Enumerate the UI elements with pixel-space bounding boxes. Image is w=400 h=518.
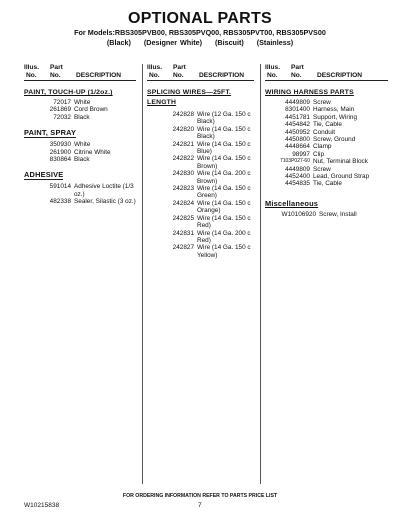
parts-column-1 [24, 64, 136, 484]
part-description: Screw, Install [319, 210, 357, 218]
part-description: Screw [313, 165, 331, 173]
part-number: 242822 [172, 155, 194, 163]
part-number: 242830 [172, 170, 194, 178]
list-item [265, 114, 388, 121]
list-item [265, 158, 388, 165]
page-title: OPTIONAL PARTS [127, 10, 273, 27]
model-variants [0, 38, 400, 47]
part-number: 242828 [172, 111, 194, 118]
model-list: For Models:RBS305PVB00, RBS305PVQ00, RBS305PVT00, RBS305PVS00 [74, 28, 326, 37]
header-description: DESCRIPTION [199, 72, 245, 79]
list-item [265, 136, 388, 143]
misc-list [265, 211, 388, 218]
part-number: 4450800 [285, 136, 310, 144]
header-part-no: No. [291, 72, 302, 79]
part-number: 242821 [172, 140, 194, 148]
header-part-no: No. [173, 72, 184, 79]
list-item [265, 180, 388, 187]
list-item [147, 215, 254, 230]
variant-black: (Black) [106, 38, 131, 47]
parts-column-3 [260, 64, 388, 484]
part-number: 830864 [49, 156, 71, 164]
part-description: Clip [313, 150, 325, 158]
part-description: Wire (14 Ga. 150 c Blue) [197, 140, 251, 156]
splicing-wire-list [147, 111, 254, 259]
part-number: 4449809 [285, 165, 310, 173]
variant-biscuit: (Biscuit) [214, 38, 244, 47]
part-number: 72017 [53, 99, 71, 106]
list-item [265, 211, 388, 218]
list-item [24, 99, 136, 106]
part-number: 482338 [49, 198, 71, 206]
ordering-note: FOR ORDERING INFORMATION REFER TO PARTS PRICE LIST [122, 493, 278, 499]
part-number: 591014 [49, 183, 71, 191]
header-part: Part [173, 64, 186, 71]
list-item [24, 156, 136, 163]
header-part: Part [50, 64, 63, 71]
part-description: Wire (14 Ga. 150 c Brown) [197, 155, 251, 170]
list-item [24, 141, 136, 148]
part-description: Harness, Main [313, 106, 355, 114]
list-item [265, 143, 388, 150]
part-description: Tie, Cable [313, 180, 342, 188]
header-description: DESCRIPTION [317, 72, 363, 79]
part-description: Wire (14 Ga. 200 c Red) [197, 229, 251, 244]
list-item [24, 149, 136, 156]
list-item [147, 185, 254, 200]
part-number: 4448664 [285, 143, 310, 151]
part-description: Wire (14 Ga. 150 c Red) [197, 214, 251, 230]
part-description: Wire (14 Ga. 150 c Black) [197, 125, 251, 141]
part-description: Wire (14 Ga. 200 c Brown) [197, 170, 251, 185]
variant-designer-white: (Designer White) [143, 38, 202, 47]
part-description: Adhesive Loctite (1/3 oz.) [74, 183, 134, 198]
part-number: 261900 [49, 148, 71, 156]
list-item [147, 141, 254, 156]
part-number: 242820 [172, 125, 194, 133]
column-header [147, 64, 254, 81]
list-item [24, 106, 136, 113]
part-number: 4454842 [285, 121, 310, 129]
list-item [265, 121, 388, 128]
header-part: Part [291, 64, 304, 71]
part-description: Cord Brown [74, 106, 108, 114]
part-number: 4450952 [285, 128, 310, 136]
header-description: DESCRIPTION [76, 72, 122, 79]
part-description: Wire (12 Ga. 150 c Black) [197, 111, 251, 126]
header-illus: Illus. [24, 64, 40, 71]
part-number: W10106920 [281, 210, 316, 218]
list-item [147, 126, 254, 141]
part-number: 4452400 [285, 173, 310, 181]
column-header [265, 64, 388, 81]
header-illus-no: No. [149, 72, 160, 79]
list-item [265, 129, 388, 136]
part-description: Wire (14 Ga. 150 c Green) [197, 185, 251, 200]
header-illus-no: No. [26, 72, 37, 79]
part-number: 242824 [172, 199, 194, 207]
section-title: Miscellaneous [265, 198, 319, 208]
list-item [265, 151, 388, 158]
part-number: 350930 [49, 141, 71, 149]
part-number: 4454835 [285, 180, 310, 188]
part-description: Conduit [313, 128, 336, 136]
part-description: Support, Wiring [313, 113, 358, 121]
section-title: PAINT, SPRAY [24, 128, 77, 138]
part-description: Clamp [313, 143, 332, 151]
part-number: 242823 [172, 185, 194, 193]
list-item [147, 155, 254, 170]
part-number: 261869 [49, 106, 71, 114]
part-description: Lead, Ground Strap [313, 173, 370, 181]
part-description: Wire (14 Ga. 150 c Orange) [197, 199, 251, 215]
list-item [265, 173, 388, 180]
section-title: WIRING HARNESS PARTS [265, 89, 354, 96]
section-title: LENGTH [147, 99, 177, 106]
part-number: 98997 [292, 150, 310, 158]
list-item [147, 244, 254, 259]
section-title: ADHESIVE [24, 170, 64, 180]
variant-stainless: (Stainless) [256, 38, 294, 47]
list-item [24, 198, 136, 205]
list-item [147, 111, 254, 126]
part-number: 242827 [172, 244, 194, 252]
list-item [265, 166, 388, 173]
part-description: White [74, 99, 91, 106]
list-item [24, 183, 136, 198]
part-description: Wire (14 Ga. 150 c Yellow) [197, 244, 251, 259]
part-description: Black [74, 113, 90, 121]
part-description: Screw, Ground [313, 136, 356, 144]
part-number: 242831 [172, 229, 194, 237]
list-item [147, 170, 254, 185]
part-number: 7103P027-60 [279, 158, 310, 165]
header-illus: Illus. [147, 64, 163, 71]
page-number: 7 [198, 502, 202, 509]
section-title: SPLICING WIRES—25FT. [147, 89, 232, 96]
part-description: Screw [313, 99, 331, 106]
part-description: Tie, Cable [313, 121, 342, 129]
document-number: W10215838 [24, 502, 60, 509]
header-illus-no: No. [267, 72, 278, 79]
part-number: 72032 [53, 113, 71, 121]
list-item [265, 106, 388, 113]
part-description: Sealer, Silastic (3 oz.) [74, 198, 136, 206]
list-item [147, 230, 254, 245]
part-description: White [74, 141, 91, 149]
part-number: 8301400 [285, 106, 310, 114]
header-illus: Illus. [265, 64, 281, 71]
part-number: 4449809 [285, 99, 310, 106]
part-number: 242825 [172, 214, 194, 222]
parts-column-2 [142, 64, 254, 484]
list-item [24, 114, 136, 121]
header-part-no: No. [50, 72, 61, 79]
wiring-harness-list [265, 99, 388, 188]
part-description: Nut, Terminal Block [313, 158, 368, 166]
part-number: 4451781 [285, 113, 310, 121]
list-item [147, 200, 254, 215]
list-item [265, 99, 388, 106]
column-header [24, 64, 136, 81]
part-description: Black [74, 156, 90, 164]
section-title: PAINT, TOUCH-UP (1/2oz.) [24, 89, 113, 96]
part-description: Citrine White [74, 148, 111, 156]
